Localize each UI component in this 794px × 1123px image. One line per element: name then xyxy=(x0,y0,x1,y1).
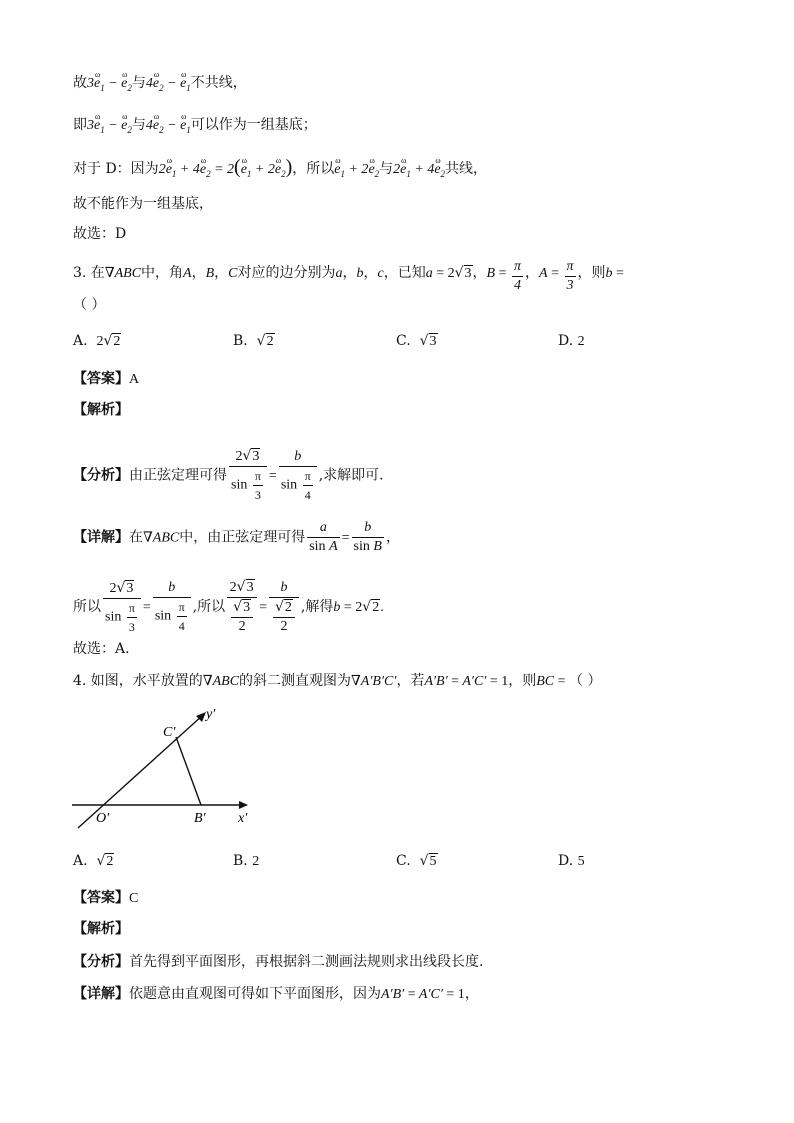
line-can-be-basis: 即3ω $e_1 - \omega$ $e_2$与4ω $e_2 - \omega$ $e_1$可以作为一组基底； xyxy=(73,115,317,140)
xj-b: 中，由正弦定理可得 xyxy=(179,529,306,546)
q3-stem-c: 对应的边分别为 xyxy=(237,265,336,281)
fenxi-tag: 【分析】 xyxy=(73,954,129,970)
q3-stem-b: 中，角 xyxy=(141,265,184,281)
q3-paren: （ ） xyxy=(73,297,106,313)
q3-analysis-tag: 【解析】 xyxy=(73,402,129,418)
line-not-basis: 故不能作为一组基底， xyxy=(73,196,213,212)
fenxi-b: ,求解即可. xyxy=(318,467,384,484)
answer-tag: 【答案】 xyxy=(73,890,129,906)
q3-xiangjie: 【详解】在∇ABC中，由正弦定理可得 $\frac{a}{\text{sin A}}$ = $\frac{b}{\text{sin B}}$ ， xyxy=(73,520,400,554)
line-choose-d: 故选：D xyxy=(73,226,127,242)
option-key: D. xyxy=(558,853,574,869)
option-key: B. xyxy=(233,333,248,349)
q3-stem: 3. 在∇ABC中，角A，B，C对应的边分别为a，b，c，已知a = 2√3，B = $\frac{\pi}{4}$ ，A = $\frac{\pi}{3}$ ，则b = xyxy=(73,259,624,293)
option-key: B. xyxy=(233,853,248,869)
q4-analysis-tag: 【解析】 xyxy=(73,921,129,937)
q3-option-c[interactable]: C. √3 xyxy=(396,333,437,349)
q4-fenxi xyxy=(73,952,483,972)
q4-option-c[interactable]: C. √5 xyxy=(396,853,437,869)
option-val: 2 xyxy=(252,854,260,869)
q3-fenxi: 【分析】由正弦定理可得 2√3 sin $\frac{\pi}{3}$ = b sin $\frac{\pi}{4}$ ,求解即可. xyxy=(73,448,384,502)
xiangjie-tag: 【详解】 xyxy=(73,986,129,1002)
fenxi-tag: 【分析】 xyxy=(73,467,129,484)
q3-stem-d: ，已知 xyxy=(383,265,426,281)
fenxi-text: 首先得到平面图形，再根据斜二测画法规则求出线段长度. xyxy=(129,954,484,970)
fenxi-a: 由正弦定理可得 xyxy=(129,467,227,484)
q4-stem-a: 4. 如图，水平放置的 xyxy=(73,673,203,689)
q4-stem: 4. 如图，水平放置的∇ABC的斜二测直观图为∇A′B′C′，若A′B′ = A′C′ = 1，则BC = （ ） xyxy=(73,673,602,689)
line3-mid: ，所以 xyxy=(292,161,335,177)
conj-text: 与 xyxy=(131,75,146,91)
q4-option-d[interactable] xyxy=(558,853,585,870)
conj-text: 与 xyxy=(131,117,146,133)
q4-option-a[interactable]: A. √2 xyxy=(73,853,114,869)
q3-stem-e: ，则 xyxy=(577,265,606,281)
q4-stem-d: ，则 xyxy=(508,673,537,689)
segment-cb xyxy=(176,737,201,805)
q4-stem-b: 的斜二测直观图为 xyxy=(239,673,352,689)
option-key: C. xyxy=(396,853,411,869)
xj2-a: 所以 xyxy=(73,599,101,615)
q3-option-b[interactable]: B. √2 xyxy=(233,333,274,349)
option-key: D. xyxy=(558,333,574,349)
option-key: A. xyxy=(73,333,88,349)
xj-a: 依题意由直观图可得如下平面图形，因为 xyxy=(129,986,381,1002)
q3-answer xyxy=(73,369,139,390)
xj-a: 在 xyxy=(129,529,143,546)
line2-suffix: 可以作为一组基底； xyxy=(190,117,317,133)
answer-value: C xyxy=(129,891,139,906)
option-key: A. xyxy=(73,853,88,869)
option-key: C. xyxy=(396,333,411,349)
xj-b: ， xyxy=(464,986,479,1002)
xj2-c: ,解得 xyxy=(300,599,334,615)
q4-stem-e: （ ） xyxy=(569,673,602,689)
q3-option-d[interactable] xyxy=(558,333,585,350)
q4-figure xyxy=(70,700,270,835)
q4-xiangjie: 【详解】依题意由直观图可得如下平面图形，因为A′B′ = A′C′ = 1， xyxy=(73,986,479,1002)
q3-option-a[interactable]: A. 2√2 xyxy=(73,333,121,349)
line3-prefix: 对于 D：因为 xyxy=(73,161,159,177)
q4-answer xyxy=(73,888,138,909)
label-y: y′ xyxy=(206,707,216,722)
line1-suffix: 不共线， xyxy=(190,75,247,91)
xj-c: ， xyxy=(385,529,400,546)
line3-suffix: 共线， xyxy=(445,161,488,177)
xiangjie-tag: 【详解】 xyxy=(73,529,129,546)
label-o: O′ xyxy=(96,811,110,826)
label-b: B′ xyxy=(194,811,206,826)
answer-tag: 【答案】 xyxy=(73,371,129,387)
line-option-d: 对于 D：因为2ω $e_1 + 4\omega$ $e_2 = 2(\omega$ $e_1 + 2\omega$ $e_2$)，所以ω $e_1 + 2\omega$ $e_2$与2ω $e_1 + 4\omega$ $e_2$共线， xyxy=(73,157,487,184)
q4-option-b[interactable] xyxy=(233,853,259,870)
q3-xiangjie-2: 所以 2√3 sin $\frac{\pi}{3}$ = b sin $\frac{\pi}{4}$ ,所以 $\frac{2√3}{\frac{√3}{2}}$ = $\frac{b}{\frac{√2}{2}}$ ,解得b = 2√2. xyxy=(73,579,384,634)
option-val: 2 xyxy=(96,334,104,349)
option-val: 5 xyxy=(577,854,585,869)
option-val: 2 xyxy=(577,334,585,349)
answer-value: A xyxy=(129,372,140,387)
conj-text: 与 xyxy=(379,161,394,177)
q3-stem-a: 3. 在 xyxy=(73,265,105,281)
xj2-b: ,所以 xyxy=(192,599,226,615)
label-x: x′ xyxy=(238,811,248,826)
q4-stem-c: ，若 xyxy=(396,673,425,689)
label-c: C′ xyxy=(163,725,176,740)
line-not-collinear: 故3ω $e_1 - \omega$ $e_2$与4ω $e_2 - \omega$ $e_1$不共线， xyxy=(73,73,247,98)
x-arrow-icon xyxy=(239,801,248,809)
q3-final: 故选：A. xyxy=(73,641,130,657)
line2-prefix: 即 xyxy=(73,117,87,133)
